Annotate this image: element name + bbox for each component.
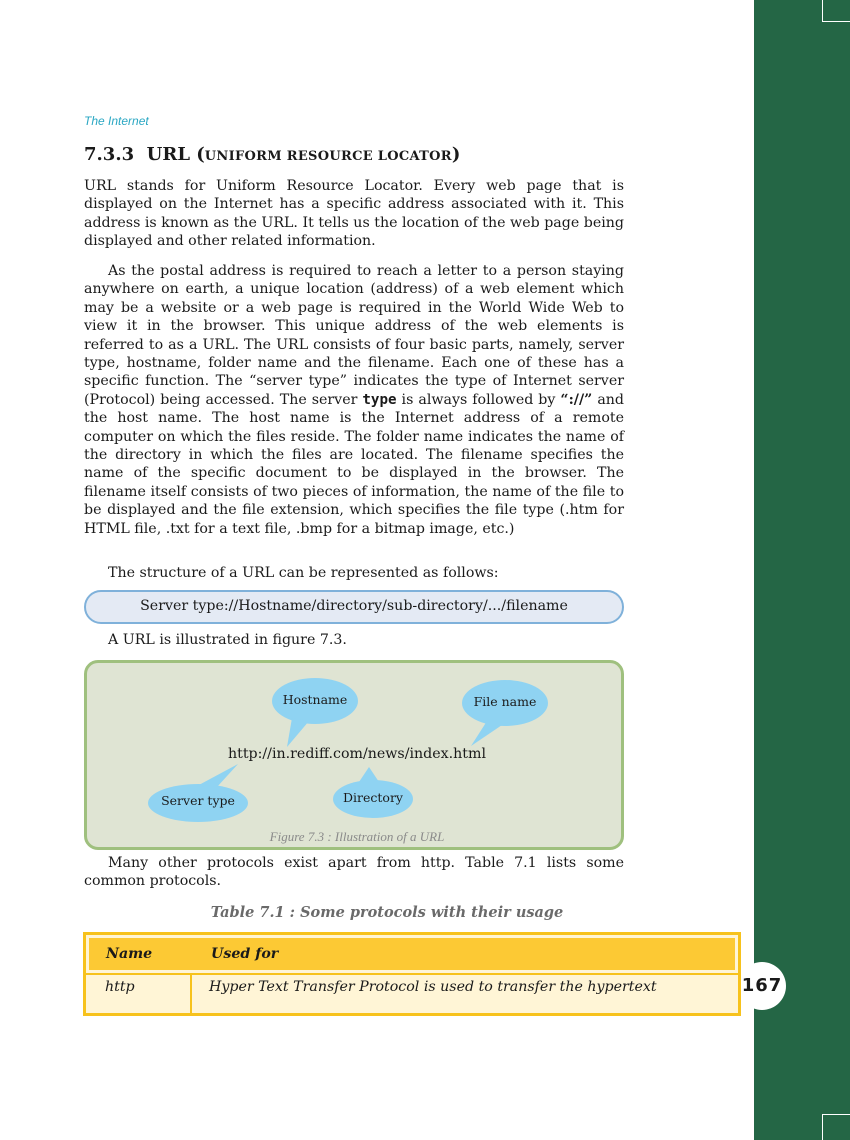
- table-cell-used-for: Hyper Text Transfer Protocol is used to transfer the hypertext: [209, 979, 657, 995]
- paragraph-protocols-intro: Many other protocols exist apart from http. Table 7.1 lists some common protocols.: [84, 855, 624, 890]
- paragraph-structure-intro: The structure of a URL can be represented as follows:: [108, 565, 499, 581]
- url-structure-box: Server type://Hostname/directory/sub-directory/.../filename: [84, 590, 624, 624]
- server-type-label: Server type: [161, 793, 235, 808]
- section-number: 7.3.3: [84, 144, 135, 165]
- bold-type: type: [362, 391, 397, 408]
- table-column-divider: [190, 975, 192, 1013]
- running-head: The Internet: [84, 114, 149, 128]
- paragraph-figure-ref: A URL is illustrated in figure 7.3.: [108, 632, 347, 648]
- directory-label: Directory: [343, 790, 403, 805]
- hostname-label: Hostname: [282, 692, 348, 707]
- filename-label: File name: [473, 694, 537, 709]
- table-header-row: [89, 938, 735, 970]
- section-title-main: URL (: [146, 144, 205, 165]
- page-number: 167: [738, 962, 786, 1010]
- section-title-close: ): [451, 144, 461, 165]
- paragraph-url-parts-c: and the host name. The host name is the Internet address of a remote computer on which the files reside. The folder name indicates the name of the directory in which the files are located. The filename specifies the name of the specific document to be displayed in the browser. The filename itself consists of two pieces of information, the name of the file to be displayed and the file extension, which specifies the file type (.htm for HTML file, .txt for a text file, .bmp for a bitmap image, etc.): [84, 391, 625, 537]
- table-cell-name: http: [105, 979, 135, 995]
- paragraph-url-parts-a: As the postal address is required to reach a letter to a person staying anywhere on earth, a unique location (address) of a web element which may be a website or a web page is required in the World Wide Web to view it in the browser. This unique address of the web elements is referred to as a URL. The URL consists of four basic parts, namely, server type, hostname, folder name and the filename. Each one of these has a specific function. The “server type” indicates the type of Internet server (Protocol) being accessed. The server: [84, 263, 624, 408]
- figure-caption: Figure 7.3 : Illustration of a URL: [269, 829, 445, 844]
- table-row-divider: [86, 973, 738, 975]
- bold-separator: “://”: [560, 391, 593, 408]
- header-name: Name: [106, 946, 153, 962]
- hostname-pointer: [287, 718, 309, 747]
- url-illustration-figure: [84, 660, 624, 850]
- section-title: [84, 144, 460, 165]
- crop-mark-top: [822, 0, 850, 22]
- crop-mark-bottom: [822, 1114, 850, 1140]
- table-title: Table 7.1 : Some protocols with their usage: [210, 904, 564, 921]
- server-type-pointer: [197, 764, 238, 787]
- paragraph-url-parts: [84, 262, 624, 538]
- paragraph-url-definition: URL stands for Uniform Resource Locator. Every web page that is displayed on the Internet has a specific address associated with it. This address is known as the URL. It tells us the location of the web page being displayed and other related information.: [84, 178, 624, 250]
- section-title-caps: UNIFORM RESOURCE LOCATOR: [204, 149, 452, 164]
- paragraph-url-parts-b: is always followed by: [396, 391, 561, 408]
- example-url: http://in.rediff.com/news/index.html: [228, 746, 486, 762]
- header-used-for: Used for: [211, 946, 279, 962]
- protocols-table: [83, 932, 741, 1016]
- filename-pointer: [471, 721, 505, 746]
- directory-pointer: [359, 767, 379, 782]
